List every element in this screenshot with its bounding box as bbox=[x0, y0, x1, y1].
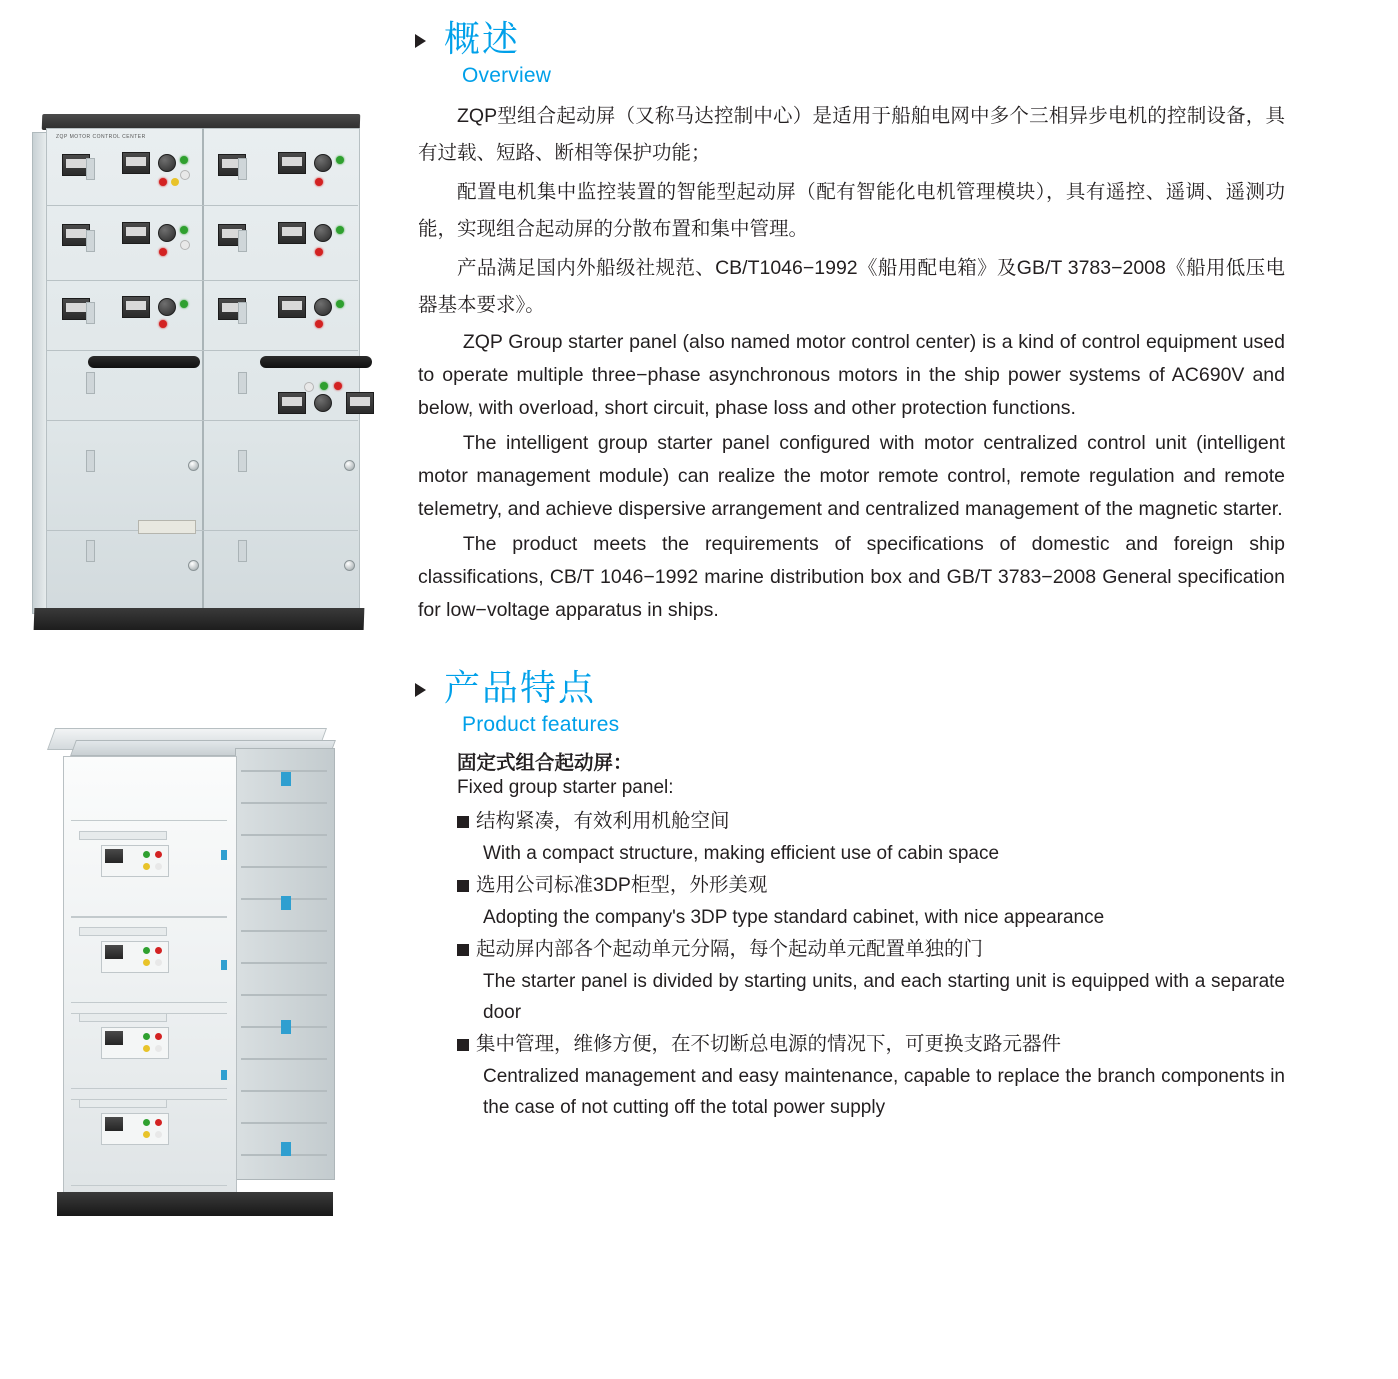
section-title-cn: 概述 bbox=[444, 18, 521, 59]
indicator-led-green bbox=[320, 382, 328, 390]
feature-text-cn: 选用公司标准3DP柜型，外形美观 bbox=[476, 874, 768, 896]
selector-switch bbox=[314, 224, 332, 242]
feature-text-en: With a compact structure, making efficient use of cabin space bbox=[483, 843, 1000, 864]
image-column bbox=[0, 0, 400, 1379]
section-product-features bbox=[415, 665, 1285, 1123]
indicator-led-white bbox=[304, 382, 314, 392]
starter-unit bbox=[71, 1088, 227, 1186]
triangle-bullet-icon bbox=[415, 34, 426, 48]
cabinet-plinth bbox=[34, 608, 365, 630]
overview-paragraph-en-1: ZQP Group starter panel (also named motor control center) is a kind of control equipment used to operate multiple three−phase asynchronous motors in the ship power systems of AC690V and below, with overload, short circuit, phase loss and other protection functions. bbox=[418, 331, 1285, 419]
meter bbox=[278, 152, 306, 174]
selector-switch bbox=[158, 224, 176, 242]
feature-text-cn: 结构紧凑，有效利用机舱空间 bbox=[476, 810, 730, 832]
handle-bar bbox=[88, 356, 200, 368]
indicator-led-red bbox=[159, 178, 167, 186]
product-photo-fixed-starter-cabinet bbox=[45, 710, 365, 1240]
square-bullet-icon bbox=[457, 816, 469, 828]
indicator-led-green bbox=[180, 226, 188, 234]
cabinet-base bbox=[57, 1192, 333, 1216]
overview-paragraph-cn-1: ZQP型组合起动屏（又称马达控制中心）是适用于船舶电网中多个三相异步电机的控制设备，具有过载、短路、断相等保护功能； bbox=[418, 105, 1285, 164]
selector-switch bbox=[158, 154, 176, 172]
indicator-led-red bbox=[315, 248, 323, 256]
feature-text-en: Centralized management and easy maintenance, capable to replace the branch components in the case of not cutting off the total power supply bbox=[483, 1066, 1285, 1118]
cabinet-nameplate-text: ZQP MOTOR CONTROL CENTER bbox=[56, 134, 146, 140]
overview-paragraph-cn-2: 配置电机集中监控装置的智能型起动屏（配有智能化电机管理模块），具有遥控、遥调、遥测功能，实现组合起动屏的分散布置和集中管理。 bbox=[418, 181, 1285, 240]
feature-text-cn-wrap bbox=[457, 869, 1285, 902]
section-heading-features bbox=[415, 665, 1285, 711]
meter bbox=[122, 296, 150, 318]
cabinet-label-plate bbox=[138, 520, 196, 534]
indicator-led-green bbox=[180, 300, 188, 308]
product-photo-group-starter-panel bbox=[28, 100, 378, 645]
selector-switch bbox=[158, 298, 176, 316]
meter bbox=[278, 392, 306, 414]
indicator-led-red bbox=[315, 320, 323, 328]
overview-paragraph-en-2: The intelligent group starter panel configured with motor centralized control unit (intelligent motor management module) can realize the motor remote control, remote regulation and remote telemetry, and achieve dispersive arrangement and centralized management of the magnetic starter. bbox=[418, 432, 1285, 520]
indicator-led-white bbox=[180, 170, 190, 180]
feature-item bbox=[457, 933, 1285, 1028]
text-column bbox=[415, 0, 1285, 1123]
feature-item bbox=[457, 805, 1285, 869]
indicator-led-red bbox=[334, 382, 342, 390]
feature-text-cn-wrap bbox=[457, 933, 1285, 966]
overview-paragraph-en-3: The product meets the requirements of specifications of domestic and foreign ship classifications, CB/T 1046−1992 marine distribution box and GB/T 3783−2008 General specification for low−voltage apparatus in ships. bbox=[418, 533, 1285, 621]
indicator-led-red bbox=[159, 320, 167, 328]
feature-text-en: Adopting the company's 3DP type standard cabinet, with nice appearance bbox=[483, 907, 1105, 928]
feature-text-cn: 集中管理，维修方便，在不切断总电源的情况下，可更换支路元器件 bbox=[476, 1033, 1062, 1055]
section-title-en: Overview bbox=[462, 64, 552, 87]
meter bbox=[278, 296, 306, 318]
indicator-led-green bbox=[180, 156, 188, 164]
section-heading-overview bbox=[415, 16, 1285, 62]
starter-unit bbox=[71, 1002, 227, 1100]
selector-switch bbox=[314, 394, 332, 412]
single-cabinet-illustration bbox=[45, 710, 365, 1240]
square-bullet-icon bbox=[457, 944, 469, 956]
indicator-led-green bbox=[336, 300, 344, 308]
cabinet-center-divider bbox=[202, 128, 204, 613]
section-title-en: Product features bbox=[462, 713, 620, 736]
cabinet-side-panel bbox=[235, 748, 335, 1180]
feature-text-cn: 起动屏内部各个起动单元分隔，每个起动单元配置单独的门 bbox=[476, 938, 984, 960]
indicator-led-white bbox=[180, 240, 190, 250]
meter bbox=[346, 392, 374, 414]
handle-bar bbox=[260, 356, 372, 368]
overview-paragraph-cn-3: 产品满足国内外船级社规范、CB/T1046−1992《船用配电箱》及GB/T 3783−2008《船用低压电器基本要求》。 bbox=[418, 257, 1285, 316]
indicator-led-green bbox=[336, 156, 344, 164]
feature-subtitle-cn: 固定式组合起动屏： bbox=[457, 752, 633, 774]
feature-item bbox=[457, 1028, 1285, 1123]
meter bbox=[122, 152, 150, 174]
meter bbox=[122, 222, 150, 244]
feature-subtitle-en: Fixed group starter panel: bbox=[457, 777, 674, 798]
square-bullet-icon bbox=[457, 1039, 469, 1051]
triangle-bullet-icon bbox=[415, 683, 426, 697]
indicator-led-green bbox=[336, 226, 344, 234]
square-bullet-icon bbox=[457, 880, 469, 892]
section-overview bbox=[415, 16, 1285, 627]
indicator-led-red bbox=[315, 178, 323, 186]
selector-switch bbox=[314, 298, 332, 316]
meter bbox=[278, 222, 306, 244]
indicator-led-amber bbox=[171, 178, 179, 186]
feature-text-en: The starter panel is divided by starting units, and each starting unit is equipped with a separate door bbox=[483, 971, 1285, 1023]
starter-unit bbox=[71, 916, 227, 1014]
selector-switch bbox=[314, 154, 332, 172]
cabinet-bank-illustration bbox=[28, 100, 378, 645]
feature-text-cn-wrap bbox=[457, 805, 1285, 838]
feature-text-cn-wrap bbox=[457, 1028, 1285, 1061]
indicator-led-red bbox=[159, 248, 167, 256]
section-title-cn: 产品特点 bbox=[444, 667, 597, 708]
feature-item bbox=[457, 869, 1285, 933]
starter-unit bbox=[71, 820, 227, 918]
